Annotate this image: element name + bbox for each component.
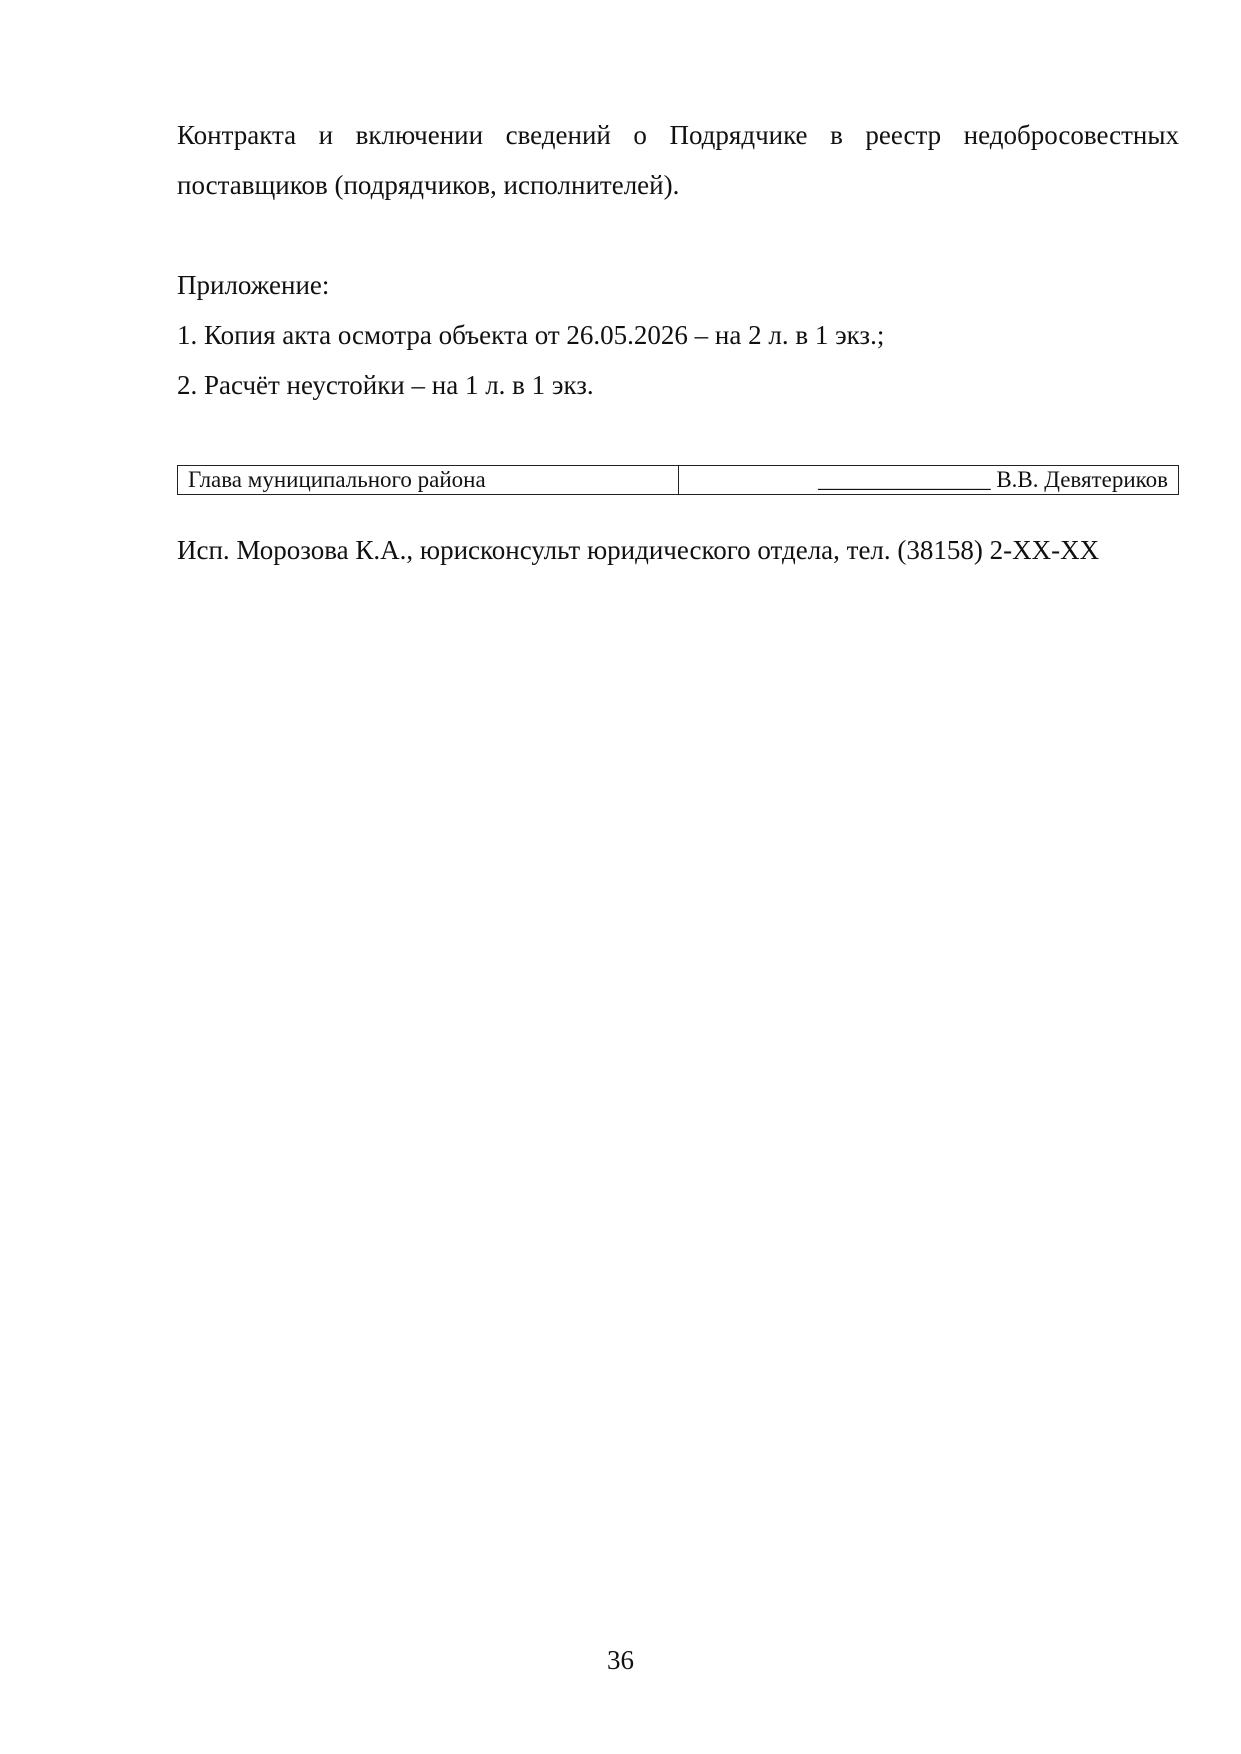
- attachments-heading: Приложение:: [177, 270, 330, 300]
- attachments-list: [177, 310, 1179, 410]
- signer-name: _______________ В.В. Девятериков: [678, 466, 1179, 495]
- attachment-item-1: 1. Копия акта осмотра объекта от 26.05.2026 – на 2 л. в 1 экз.;: [177, 320, 885, 350]
- signature-row: [178, 466, 1179, 495]
- signature-table: [177, 465, 1179, 495]
- body-paragraph: Контракта и включении сведений о Подрядчике в реестр недобросовестных поставщиков (подрядчиков, исполнителей).: [177, 120, 1179, 200]
- page-content: [177, 110, 1179, 575]
- page-number: 36: [607, 1645, 634, 1675]
- attachment-item-2: 2. Расчёт неустойки – на 1 л. в 1 экз.: [177, 370, 594, 400]
- signer-position: Глава муниципального района: [178, 466, 679, 495]
- executor-line: Исп. Морозова К.А., юрисконсульт юридического отдела, тел. (38158) 2-XX-XX: [177, 535, 1100, 565]
